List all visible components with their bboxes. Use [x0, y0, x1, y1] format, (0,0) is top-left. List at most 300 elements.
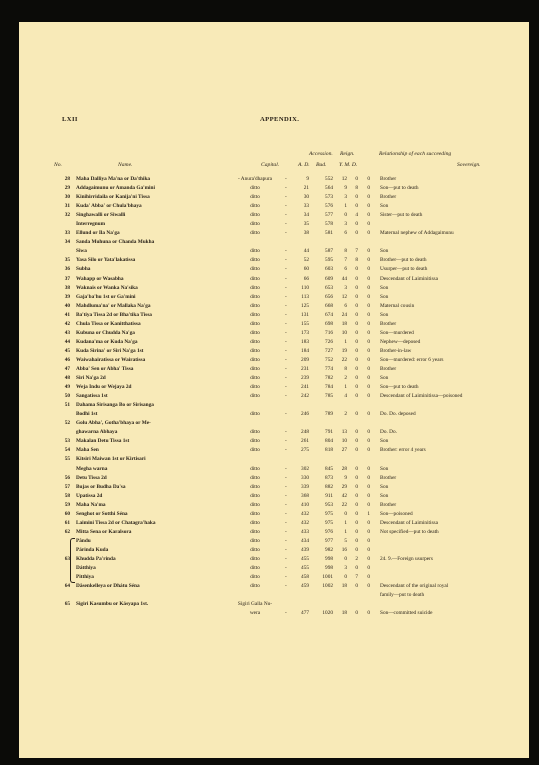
row-dash: - — [285, 528, 287, 535]
row-bud: 953 — [325, 501, 333, 508]
row-relationship: Maternal cousin — [380, 302, 415, 309]
row-capital: ditto — [250, 230, 260, 237]
row-number: 46 — [64, 356, 70, 363]
row-capital: ditto — [250, 565, 260, 572]
row-capital: ditto — [250, 465, 260, 472]
row-days: 0 — [367, 610, 370, 617]
row-bud: 577 — [325, 212, 333, 219]
col-reign: Reign. — [340, 151, 355, 157]
row-capital: ditto — [250, 375, 260, 382]
row-ad: 339 — [301, 483, 309, 490]
row-bud: 674 — [325, 311, 333, 318]
row-days: 0 — [367, 519, 370, 526]
row-bud: 882 — [325, 483, 333, 490]
row-capital: ditto — [250, 257, 260, 264]
row-number: 43 — [64, 329, 70, 336]
row-name: Subha — [76, 266, 91, 273]
row-capital: ditto — [250, 393, 260, 400]
row-days: 0 — [367, 384, 370, 391]
row-capital: ditto — [250, 528, 260, 535]
row-relationship: Son — [380, 465, 389, 472]
row-number: 48 — [64, 375, 70, 382]
row-bud: 982 — [325, 546, 333, 553]
row-years: 8 — [344, 365, 347, 372]
row-years: 12 — [341, 176, 347, 182]
row-days: 0 — [367, 465, 370, 472]
row-months: 0 — [355, 375, 358, 382]
row-relationship: Son — [380, 293, 389, 300]
row-ad: 455 — [301, 565, 309, 572]
row-relationship: Brother — [380, 365, 397, 372]
row-capital: ditto — [250, 185, 260, 192]
row-years: 5 — [344, 537, 347, 544]
row-days: 0 — [367, 203, 370, 210]
row-days: 0 — [367, 528, 370, 535]
row-relationship: Son—put to death — [380, 185, 419, 192]
row-capital: Sigiri Galla Nu- — [237, 601, 273, 608]
col-accession: Accession. — [309, 151, 333, 157]
row-capital: ditto — [250, 275, 260, 282]
row-bud: 698 — [325, 320, 333, 327]
page-title: APPENDIX. — [260, 116, 300, 123]
row-dash: - — [285, 483, 287, 490]
row-relationship: Son — [380, 483, 389, 490]
row-years: 10 — [341, 438, 347, 445]
row-number: 41 — [64, 311, 70, 318]
row-bud: 587 — [325, 248, 333, 255]
row-relationship: Son — [380, 203, 389, 210]
row-dash: - — [285, 574, 287, 581]
row-name: Mahdluma'na' or Mallaka Na'ga — [76, 302, 151, 309]
row-months: 0 — [355, 266, 358, 273]
table-row — [19, 455, 529, 464]
row-ad: 60 — [303, 266, 309, 273]
row-name: Laimini Tissa 2d or Chatagra'haka — [76, 519, 156, 526]
row-years: 3 — [344, 221, 347, 228]
row-relationship: Brother—put to death — [380, 257, 427, 264]
row-bud: 976 — [325, 528, 333, 535]
row-years: 6 — [344, 302, 347, 309]
row-days: 0 — [367, 176, 370, 182]
row-years: 24 — [341, 311, 347, 318]
row-months: 0 — [355, 483, 358, 490]
table-row — [19, 247, 529, 256]
row-name: Wahapp or Wasabha — [76, 275, 124, 282]
row-name: Maha Dalliya Ma'na or Da'thika — [76, 176, 151, 182]
row-relationship: Brother: error 4 years — [380, 447, 426, 454]
table-row — [19, 401, 529, 410]
table-row — [19, 410, 529, 419]
row-relationship: Descendant of the original royal — [380, 583, 449, 590]
row-months: 0 — [355, 329, 358, 336]
row-bud: 774 — [325, 365, 333, 372]
row-dash: - — [285, 537, 287, 544]
table-row — [19, 256, 529, 265]
row-months: 0 — [355, 438, 358, 445]
row-name: Sigiri Kasumbu or Kásyapa 1st. — [76, 601, 149, 608]
row-capital: ditto — [250, 447, 260, 454]
row-name: Bujas or Budha Da'sa — [76, 483, 126, 490]
row-name: Ba'tiya Tissa 2d or Bha'tika Tissa — [76, 311, 152, 318]
table-row — [19, 229, 529, 238]
row-years: 1 — [344, 519, 347, 526]
row-ad: 246 — [301, 411, 309, 418]
row-number: 34 — [64, 239, 70, 246]
row-name: Mitta Sena or Karalsora — [76, 528, 132, 535]
row-dash: - — [285, 384, 287, 391]
row-days: 0 — [367, 329, 370, 336]
row-months: 0 — [355, 365, 358, 372]
row-days: 0 — [367, 492, 370, 499]
row-months: 0 — [355, 429, 358, 436]
col-capital: Capital. — [261, 162, 280, 168]
row-bud: 998 — [325, 565, 333, 572]
row-number: 49 — [64, 384, 70, 391]
table-row — [19, 573, 529, 582]
row-dash: - — [285, 546, 287, 553]
row-bud: 1002 — [322, 583, 333, 590]
row-ad: 455 — [301, 555, 309, 562]
row-days: 0 — [367, 212, 370, 219]
row-days: 0 — [367, 185, 370, 192]
row-relationship: Not specified—put to death — [380, 528, 439, 535]
page-header — [19, 116, 529, 128]
row-ad: 34 — [303, 212, 309, 219]
table-row — [19, 383, 529, 392]
row-ad: 241 — [301, 384, 309, 391]
table-row — [19, 193, 529, 202]
row-months: 8 — [355, 257, 358, 264]
row-bud: 791 — [325, 429, 333, 436]
row-name: Weja Indu or Wejaya 2d — [76, 384, 132, 391]
row-ad: 231 — [301, 365, 309, 372]
row-capital: ditto — [250, 510, 260, 517]
table-row — [19, 519, 529, 528]
row-ad: 35 — [303, 221, 309, 228]
group-brace — [70, 538, 75, 583]
row-days: 0 — [367, 356, 370, 363]
row-name: Siri Na'ga 2d — [76, 375, 106, 382]
row-days: 0 — [367, 302, 370, 309]
row-days: 0 — [367, 565, 370, 572]
row-years: 2 — [344, 411, 347, 418]
row-number: 33 — [64, 230, 70, 237]
row-bud: 998 — [325, 555, 333, 562]
table-row — [19, 609, 529, 618]
row-number: 56 — [64, 474, 70, 481]
row-number: 51 — [64, 402, 70, 409]
row-days: 0 — [367, 501, 370, 508]
table-row — [19, 501, 529, 510]
row-name: Dâsenkelleya or Dhátu Séna — [76, 583, 140, 590]
row-bud: 552 — [325, 176, 333, 182]
row-dash: - — [285, 583, 287, 590]
row-capital: ditto — [250, 501, 260, 508]
row-bud: 752 — [325, 356, 333, 363]
table-row — [19, 220, 529, 229]
row-bud: 576 — [325, 203, 333, 210]
row-capital: ditto — [250, 248, 260, 255]
row-name: Kuda Sirina' or Siri Na'ga 1st — [76, 347, 144, 354]
row-number: 45 — [64, 347, 70, 354]
row-ad: 9 — [306, 176, 309, 182]
row-number: 63 — [64, 555, 70, 562]
row-ad: 261 — [301, 438, 309, 445]
row-ad: 432 — [301, 510, 309, 517]
row-days: 0 — [367, 275, 370, 282]
row-months: 0 — [355, 528, 358, 535]
row-relationship: Descendant of Laiminitissa — [380, 519, 438, 526]
row-ad: 239 — [301, 375, 309, 382]
row-years: 18 — [341, 610, 347, 617]
row-dash: - — [285, 203, 287, 210]
row-bud: 1001 — [322, 574, 333, 581]
row-name: Kubuna or Chudda Na'ga — [76, 329, 135, 336]
row-name: Maha Na'ma — [76, 501, 106, 508]
row-capital: ditto — [250, 302, 260, 309]
row-months: 0 — [355, 176, 358, 182]
row-name: Párinda Kuda — [76, 546, 109, 553]
row-ad: 110 — [301, 284, 309, 291]
row-months: 0 — [355, 384, 358, 391]
row-capital: ditto — [250, 474, 260, 481]
row-name: Detu Tissa 2d — [76, 474, 107, 481]
row-months: 0 — [355, 501, 358, 508]
table-row — [19, 528, 529, 537]
row-days: 0 — [367, 583, 370, 590]
row-bud: 581 — [325, 230, 333, 237]
row-years: 22 — [341, 501, 347, 508]
row-bud: 573 — [325, 194, 333, 201]
row-capital: ditto — [250, 492, 260, 499]
row-ad: 368 — [301, 492, 309, 499]
row-number: 65 — [64, 601, 70, 608]
row-dash: - — [285, 329, 287, 336]
row-capital: ditto — [250, 347, 260, 354]
row-relationship: Son — [380, 438, 389, 445]
row-years: 16 — [341, 546, 347, 553]
row-name: Waiwahairatissa or Wairatissa — [76, 356, 146, 363]
row-bud: 804 — [325, 438, 333, 445]
row-days: 0 — [367, 347, 370, 354]
table-row — [19, 392, 529, 401]
row-years: 13 — [341, 429, 347, 436]
row-days: 0 — [367, 411, 370, 418]
row-dash: - — [285, 474, 287, 481]
row-relationship: Son — [380, 284, 389, 291]
row-dash: - — [285, 212, 287, 219]
row-capital: ditto — [250, 338, 260, 345]
row-capital: ditto — [250, 266, 260, 273]
row-days: 0 — [367, 311, 370, 318]
row-number: 29 — [64, 185, 70, 192]
row-bud: 1020 — [322, 610, 333, 617]
row-capital: ditto — [250, 329, 260, 336]
row-capital: ditto — [250, 583, 260, 590]
row-ad: 30 — [303, 194, 309, 201]
row-number: 40 — [64, 302, 70, 309]
row-name: Gaja'ba'hu 1st or Ga'mini — [76, 293, 136, 300]
row-dash: - — [285, 465, 287, 472]
row-dash: - — [285, 610, 287, 617]
row-months: 7 — [355, 574, 358, 581]
row-dash: - — [285, 411, 287, 418]
row-name: Siwa — [76, 248, 87, 255]
row-dash: - — [285, 284, 287, 291]
page-number: LXII — [62, 116, 78, 123]
row-months: 0 — [355, 393, 358, 400]
row-days: 0 — [367, 483, 370, 490]
row-name: Bodhi 1st — [76, 411, 98, 418]
row-relationship: Nephew—deposed — [380, 338, 421, 345]
row-days: 0 — [367, 537, 370, 544]
col-ad-bud: A. D. — [298, 162, 310, 168]
row-years: 1 — [344, 384, 347, 391]
table-row — [19, 564, 529, 573]
row-number: 38 — [64, 284, 70, 291]
row-days: 0 — [367, 266, 370, 273]
table-row — [19, 302, 529, 311]
row-name: Sanda Muhuna or Chanda Mukha — [76, 239, 155, 246]
table-row — [19, 265, 529, 274]
row-bud: 668 — [325, 302, 333, 309]
table-row — [19, 465, 529, 474]
row-months: 0 — [355, 275, 358, 282]
row-name: Pitthiya — [76, 574, 94, 581]
row-years: 18 — [341, 583, 347, 590]
row-months: 4 — [355, 212, 358, 219]
row-years: 0 — [344, 555, 347, 562]
row-bud: 609 — [325, 275, 333, 282]
row-dash: - — [285, 365, 287, 372]
row-ad: 131 — [301, 311, 309, 318]
row-name: Kinihirridaila or Kanija'ni Tissa — [76, 194, 150, 201]
row-capital: ditto — [250, 519, 260, 526]
row-years: 6 — [344, 266, 347, 273]
row-dash: - — [285, 501, 287, 508]
row-dash: - — [285, 492, 287, 499]
row-relationship: Descendant of Laiminitissa — [380, 275, 438, 282]
row-months: 0 — [355, 203, 358, 210]
row-months: 0 — [355, 302, 358, 309]
row-bud: 656 — [325, 293, 333, 300]
row-number: 64 — [64, 583, 70, 590]
row-ad: 21 — [303, 185, 309, 192]
row-bud: 818 — [325, 447, 333, 454]
row-name: Khudda Pa'rinda — [76, 555, 116, 562]
row-name: Interregnum — [76, 221, 106, 228]
row-number: 44 — [64, 338, 70, 345]
table-row — [19, 546, 529, 555]
row-dash: - — [285, 565, 287, 572]
row-bud: 578 — [325, 221, 333, 228]
row-name: Makalan Detu Tissa 1st — [76, 438, 130, 445]
row-ad: 410 — [301, 501, 309, 508]
row-number: 54 — [64, 447, 70, 454]
row-years: 3 — [344, 284, 347, 291]
row-years: 0 — [344, 510, 347, 517]
row-months: 0 — [355, 492, 358, 499]
table-row — [19, 329, 529, 338]
row-name: Ellund or Ila Na'ga — [76, 230, 120, 237]
row-years: 1 — [344, 338, 347, 345]
row-bud: 726 — [325, 338, 333, 345]
row-days: 1 — [367, 510, 370, 517]
row-years: 7 — [344, 257, 347, 264]
row-number: 53 — [64, 438, 70, 445]
table-row — [19, 428, 529, 437]
row-ad: 184 — [301, 347, 309, 354]
row-months: 0 — [355, 347, 358, 354]
row-relationship: Brother — [380, 176, 397, 182]
row-dash: - — [285, 510, 287, 517]
table-row — [19, 419, 529, 428]
row-relationship: family—put to death — [380, 592, 425, 599]
row-months: 0 — [355, 356, 358, 363]
row-number: 62 — [64, 528, 70, 535]
row-name: Addagaimunu or Amanda Ga'mini — [76, 185, 155, 192]
row-dash: - — [285, 311, 287, 318]
row-number: 35 — [64, 257, 70, 264]
row-bud: 727 — [325, 347, 333, 354]
row-number: 42 — [64, 320, 70, 327]
row-number: 59 — [64, 501, 70, 508]
row-dash: - — [285, 447, 287, 454]
table-row — [19, 202, 529, 211]
table-row — [19, 338, 529, 347]
row-relationship: Son—committed suicide — [380, 610, 433, 617]
row-days: 0 — [367, 194, 370, 201]
row-ad: 248 — [301, 429, 309, 436]
sovereign-table — [19, 175, 529, 618]
row-ad: 113 — [301, 293, 309, 300]
row-name: Dátthiya — [76, 565, 96, 572]
row-ad: 183 — [301, 338, 309, 345]
row-bud: 975 — [325, 519, 333, 526]
row-relationship: 24. 9.—Foreign usurpers — [380, 555, 433, 562]
col-no: No. — [54, 162, 62, 168]
row-years: 3 — [344, 194, 347, 201]
row-days: 0 — [367, 555, 370, 562]
row-number: 60 — [64, 510, 70, 517]
row-ad: 458 — [301, 574, 309, 581]
row-relationship: Brother — [380, 501, 397, 508]
row-capital: ditto — [250, 411, 260, 418]
table-row — [19, 510, 529, 519]
row-relationship: Son—murdered — [380, 329, 414, 336]
row-years: 12 — [341, 293, 347, 300]
table-row — [19, 356, 529, 365]
row-relationship: Son — [380, 375, 389, 382]
row-relationship: Son — [380, 311, 389, 318]
table-row — [19, 365, 529, 374]
row-name: Chula Tissa or Kanitthatissa — [76, 320, 141, 327]
row-capital: ditto — [250, 365, 260, 372]
row-number: 37 — [64, 275, 70, 282]
row-ad: 434 — [301, 537, 309, 544]
row-days: 0 — [367, 248, 370, 255]
row-ad: 242 — [301, 393, 309, 400]
row-name: Senghot or Sotthi Séna — [76, 510, 128, 517]
row-years: 4 — [344, 393, 347, 400]
row-bud: 603 — [325, 266, 333, 273]
row-days: 0 — [367, 284, 370, 291]
row-capital: ditto — [250, 212, 260, 219]
row-years: 3 — [344, 565, 347, 572]
row-months: 0 — [355, 194, 358, 201]
row-relationship: Do. Do. — [380, 429, 397, 436]
row-dash: - — [285, 293, 287, 300]
